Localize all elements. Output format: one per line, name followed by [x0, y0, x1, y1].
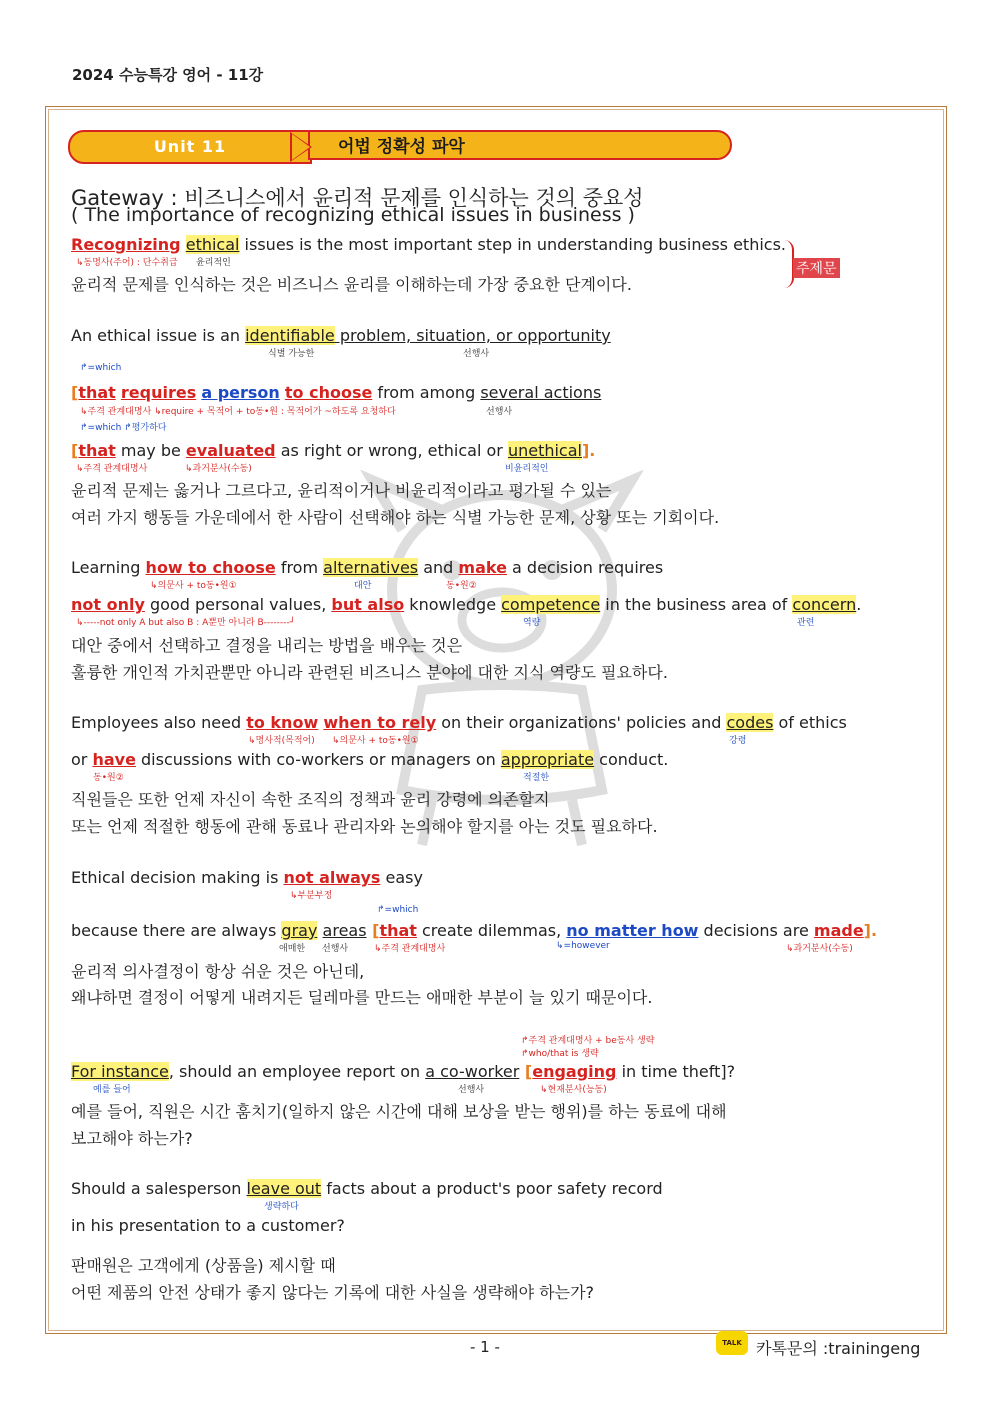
s5-end: a decision requires: [506, 558, 664, 577]
page-number: - 1 -: [470, 1338, 500, 1356]
s10-bracket: [: [366, 921, 380, 940]
s2-ann-1: 식별 가능한: [268, 349, 315, 359]
s6-not-only: not only: [71, 595, 145, 614]
s8-pre: or: [71, 750, 93, 769]
unit-title-bar: [68, 130, 736, 162]
s6-concern: concern: [792, 595, 857, 614]
s4-korean-1: 윤리적 문제는 옳거나 그르다고, 윤리적이거나 비윤리적이라고 평가될 수 있는: [71, 481, 612, 500]
s11-for-instance: For instance: [71, 1062, 169, 1081]
gateway-title: Gateway : 비즈니스에서 윤리적 문제를 인식하는 것의 중요성: [71, 186, 644, 210]
s10-mid2: decisions are: [698, 921, 814, 940]
unit-label: Unit 11: [68, 130, 312, 164]
s2-identifiable: identifiable: [245, 326, 335, 345]
s3-ann-2: 선행사: [486, 407, 513, 417]
s3-to-choose: to choose: [284, 383, 373, 402]
s10-made: made: [813, 921, 864, 940]
s7-when-to-rely: when to rely: [323, 713, 437, 732]
s11-mid: , should an employee report on: [168, 1062, 426, 1081]
s7-pre: Employees also need: [71, 713, 247, 732]
s9-end: easy: [380, 868, 423, 887]
topic-tag: 주제문: [793, 258, 840, 278]
s10-mid: create dilemmas,: [416, 921, 567, 940]
s12-korean-1: 판매원은 고객에게 (상품을) 제시할 때: [71, 1256, 336, 1275]
s12-pre: Should a salesperson: [71, 1179, 247, 1198]
s6-mid2: knowledge: [404, 595, 502, 614]
s5-pre: Learning: [71, 558, 146, 577]
s5-mid1: from: [275, 558, 324, 577]
s10-ann-0: ↱=which: [377, 905, 419, 915]
s12-leave-out: leave out: [246, 1179, 322, 1198]
sentence-2: [71, 326, 611, 345]
s7-to-know: to know: [246, 713, 319, 732]
s8-appropriate: appropriate: [500, 750, 595, 769]
s4-mid2: as right or wrong, ethical or: [275, 441, 508, 460]
sentence-7: [71, 713, 847, 732]
s4-ann-3: 비윤리적인: [505, 464, 549, 474]
s3-a-person: a person: [201, 383, 280, 402]
s7-codes: codes: [726, 713, 774, 732]
sentence-12-line-2: in his presentation to a customer?: [71, 1216, 345, 1235]
s1-ethical: ethical: [185, 235, 240, 254]
s8-have: have: [92, 750, 136, 769]
s1-recognizing: Recognizing: [71, 235, 181, 254]
s3-mid: from among: [372, 383, 481, 402]
s1-korean: 윤리적 문제를 인식하는 것은 비즈니스 윤리를 이해하는데 가장 중요한 단계이다.: [71, 275, 632, 294]
s8-ann-2: 적절한: [523, 773, 550, 783]
s10-that: that: [379, 921, 417, 940]
s6-competence: competence: [501, 595, 601, 614]
s4-ann-2: ↳과거분사(수동): [185, 464, 252, 474]
s1-rest: issues is the most important step in understanding business ethics.: [239, 235, 786, 254]
s10-ann-1: 애매한: [279, 944, 306, 954]
sentence-4: [that may be evaluated as right or wrong, ethical or unethical].: [71, 441, 596, 460]
sentence-12: [71, 1179, 663, 1198]
s8-end: conduct.: [594, 750, 669, 769]
s12-end: facts about a product's poor safety record: [321, 1179, 663, 1198]
bar-arrow-fill-icon: [292, 134, 310, 160]
s6-korean-2: 훌륭한 개인적 가치관뿐만 아니라 관련된 비즈니스 분야에 대한 지식 역량도 필요하다.: [71, 663, 668, 682]
s4-korean-2: 여러 가지 행동들 가운데에서 한 사람이 선택해야 하는 식별 가능한 문제, 상황 또는 기회이다.: [71, 508, 720, 527]
s11-korean-2: 보고해야 하는가?: [71, 1129, 193, 1148]
s5-ann-1: ↳의문사 + to동•원①: [150, 581, 237, 591]
s12-korean-2: 어떤 제품의 안전 상태가 좋지 않다는 기록에 대한 사실을 생략해야 하는가?: [71, 1283, 595, 1302]
s7-ann-3: 강령: [729, 736, 747, 746]
s6-korean-1: 대안 중에서 선택하고 결정을 내리는 방법을 배우는 것은: [71, 636, 463, 655]
s5-ann-2: 대안: [354, 581, 372, 591]
s6-mid1: good personal values,: [144, 595, 332, 614]
s11-ann-2: 선행사: [458, 1085, 485, 1095]
s4-unethical: unethical: [507, 441, 582, 460]
s10-ann-5: ↳과거분사(수동): [786, 944, 853, 954]
sentence-8: [71, 750, 668, 769]
s11-end: in time theft]?: [616, 1062, 736, 1081]
sentence-1: [71, 235, 786, 254]
s9-ann-1: ↳부분부정: [290, 891, 333, 901]
s5-alternatives: alternatives: [323, 558, 419, 577]
s10-ann-3: ↳주격 관계대명사: [374, 944, 446, 954]
s6-end: .: [856, 595, 862, 614]
s10-gray: gray: [281, 921, 318, 940]
gateway-subtitle: ( The importance of recognizing ethical issues in business ): [71, 204, 635, 226]
s4-ann-1: ↳주격 관계대명사: [76, 464, 148, 474]
s4-end: ].: [581, 441, 596, 460]
s6-ann-3: 관련: [797, 618, 815, 628]
s12-ann-1: 생략하다: [264, 1202, 299, 1212]
s6-ann-1: ↳-----not only A but also B : A뿐만 아니라 B--------┘: [76, 618, 296, 628]
s11-a-co-worker: a co-worker: [425, 1062, 520, 1081]
s8-ann-1: 동•원②: [93, 773, 124, 783]
s1-ann-1: ↳동명사(주어) : 단수취급: [76, 258, 178, 268]
s5-how-to-choose: how to choose: [145, 558, 276, 577]
s6-but-also: but also: [331, 595, 405, 614]
sentence-11: [71, 1062, 735, 1081]
s11-engaging: engaging: [532, 1062, 617, 1081]
s3-ann-1: ↳주격 관계대명사 ↳require + 목적어 + to동•원 : 목적어가 ~하도록 요청하다: [80, 407, 396, 417]
s10-korean-1: 윤리적 의사결정이 항상 쉬운 것은 아닌데,: [71, 962, 365, 981]
s4-evaluated: evaluated: [185, 441, 276, 460]
s7-ann-2: ↳의문사 + to동•원①: [332, 736, 419, 746]
s10-ann-2: 선행사: [322, 944, 349, 954]
sentence-10: [71, 921, 877, 940]
s11-korean-1: 예를 들어, 직원은 시간 훔치기(일하지 않은 시간에 대해 보상을 받는 행위)를 하는 동료에 대해: [71, 1102, 727, 1121]
s11-ann-1: 예를 들어: [93, 1085, 131, 1095]
s11-ann-0: ↱주격 관계대명사 + be동사 생략: [521, 1036, 655, 1046]
sentence-5: [71, 558, 663, 577]
s10-korean-2: 왜냐하면 결정이 어떻게 내려지든 딜레마를 만드는 애매한 부분이 늘 있기 때문이다.: [71, 988, 653, 1007]
s10-pre: because there are always: [71, 921, 282, 940]
s8-korean-1: 직원들은 또한 언제 자신이 속한 조직의 정책과 윤리 강령에 의존할지: [71, 790, 550, 809]
s11-ann-3: ↳현재분사(능동): [540, 1085, 607, 1095]
s10-ann-4: ↳=however: [556, 941, 610, 951]
s7-mid: on their organizations' policies and: [436, 713, 727, 732]
s2-rest: problem, situation, or opportunity: [334, 326, 611, 345]
sentence-9: [71, 868, 423, 887]
s3-ann-3: ↱=which ↱평가하다: [80, 423, 167, 433]
s11-ann-0b: ↱who/that is 생략: [521, 1049, 599, 1059]
s10-no-matter-how: no matter how: [566, 921, 699, 940]
s5-ann-3: 동•원②: [446, 581, 477, 591]
s3-ann-0: ↱=which: [80, 363, 122, 373]
topic-brace: [778, 240, 794, 288]
s8-korean-2: 또는 언제 적절한 행동에 관해 동료나 관리자와 논의해야 할지를 아는 것도 필요하다.: [71, 817, 658, 836]
s6-mid3: in the business area of: [600, 595, 793, 614]
unit-topic: 어법 정확성 파악: [308, 130, 732, 160]
s3-that: that: [78, 383, 116, 402]
s5-make: make: [458, 558, 507, 577]
s2-pre: An ethical issue is an: [71, 326, 246, 345]
sentence-3: [that requires a person to choose from among several actions: [71, 383, 602, 402]
s8-mid: discussions with co-workers or managers on: [135, 750, 501, 769]
s2-ann-2: 선행사: [463, 349, 490, 359]
s3-several-actions: several actions: [480, 383, 602, 402]
s5-mid2: and: [418, 558, 459, 577]
s9-not-always: not always: [283, 868, 381, 887]
s10-areas: areas: [322, 921, 367, 940]
s3-requires: requires: [120, 383, 197, 402]
kakao-contact: 카톡문의 :trainingeng: [756, 1339, 921, 1358]
sentence-6: [71, 595, 861, 614]
s4-mid1: may be: [115, 441, 186, 460]
s6-ann-2: 역량: [523, 618, 541, 628]
s1-ann-2: 윤리적인: [196, 258, 231, 268]
kakaotalk-icon: TALK: [716, 1331, 748, 1355]
page-header: 2024 수능특강 영어 - 11강: [72, 66, 264, 84]
s4-that: that: [78, 441, 116, 460]
s10-end: ].: [863, 921, 878, 940]
s11-bracket: [: [519, 1062, 533, 1081]
s7-end: of ethics: [773, 713, 847, 732]
s9-pre: Ethical decision making is: [71, 868, 284, 887]
s7-ann-1: ↳명사적(목적어): [248, 736, 315, 746]
